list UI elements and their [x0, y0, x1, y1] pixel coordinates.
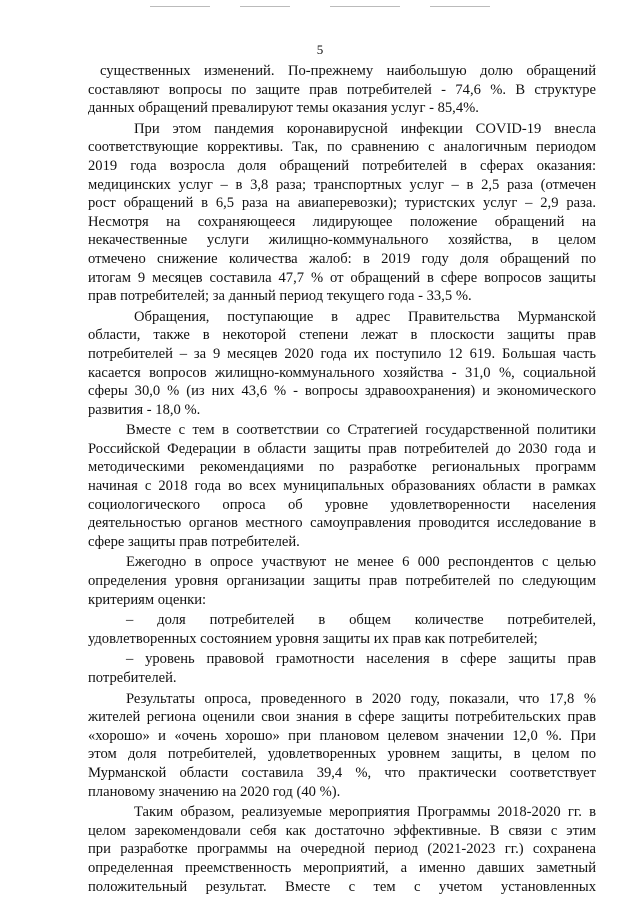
- text-line: данных обращений превалируют темы оказания услуг - 85,4%.: [88, 100, 479, 117]
- paragraph: [88, 803, 596, 896]
- text-line: сфере защиты прав потребителей.: [88, 533, 300, 550]
- text-line: Вместе с тем в соответствии со Стратегией государственной политики: [126, 422, 596, 439]
- paragraph: [88, 421, 596, 551]
- paragraph: [88, 650, 596, 687]
- text-line: плановому значению на 2020 год (40 %).: [88, 783, 341, 800]
- text-line: Несмотря на сохраняющееся лидирующее положение обращений на: [88, 213, 596, 230]
- paragraph: [88, 690, 596, 802]
- text-line: – доля потребителей в общем количестве потребителей,: [126, 612, 596, 629]
- text-line: соответствующие коррективы. Так, по сравнению с аналогичным периодом: [88, 139, 596, 156]
- text-line: деятельностью органов местного самоуправления проводится исследование в: [88, 515, 596, 532]
- text-line: удовлетворенных состоянием уровня защиты их прав как потребителей;: [88, 630, 538, 647]
- text-line: составляют вопросы по защите прав потребителей - 74,6 %. В структуре: [88, 81, 596, 98]
- text-line: области, также в некоторой степени лежат в плоскости защиты прав: [88, 327, 596, 344]
- text-line: сферы 30,0 % (из них 43,6 % - вопросы здравоохранения) и экономического: [88, 383, 596, 400]
- text-line: жителей региона оценили свои знания в сфере защиты потребительских прав: [88, 709, 596, 726]
- text-line: существенных изменений. По-прежнему наибольшую долю обращений: [100, 63, 596, 79]
- text-line: при разработке программы на очередной период (2021-2023 гг.) сохранена: [88, 841, 596, 858]
- text-line: потребителей.: [88, 670, 177, 686]
- text-line: определенная преемственность мероприятий, а именно давших заметный: [88, 859, 596, 876]
- text-line: социологического опроса об уровне удовлетворенности населения: [88, 496, 596, 513]
- text-line: развития - 18,0 %.: [88, 401, 201, 418]
- text-line: начиная с 2018 года во всех муниципальных образованиях области в рамках: [88, 478, 596, 495]
- text-line: отмечено снижение количества жалоб: в 2019 году доля обращений по: [88, 250, 596, 267]
- text-line: Российской Федерации в области защиты прав потребителей до 2030 года и: [88, 440, 596, 457]
- text-line: этом доля потребителей, удовлетворенных уровнем защиты, в целом по: [88, 746, 596, 763]
- text-line: целом зарекомендовали себя как достаточно эффективные. В связи с этим: [88, 822, 596, 839]
- text-line: «хорошо» и «очень хорошо» при плановом целевом значении 12,0 %. При: [88, 727, 596, 744]
- text-line: итогам 9 месяцев составила 47,7 % от обращений в сфере вопросов защиты: [88, 269, 596, 286]
- page-top-edge: [0, 0, 640, 14]
- text-line: прав потребителей; за данный период текущего года - 33,5 %.: [88, 288, 472, 305]
- text-line: – уровень правовой грамотности населения в сфере защиты прав: [126, 651, 596, 668]
- paragraph: [88, 553, 596, 609]
- text-line: положительный результат. Вместе с тем с учетом установленных: [88, 878, 596, 895]
- text-line: Ежегодно в опросе участвуют не менее 6 000 респондентов с целью: [126, 554, 596, 571]
- paragraph: [88, 308, 596, 420]
- text-line: потребителей – за 9 месяцев 2020 года их поступило 12 619. Большая часть: [88, 345, 596, 362]
- text-line: медицинских услуг – в 3,8 раза; транспортных услуг – в 2,5 раза (отмечен: [88, 176, 596, 193]
- text-line: Мурманской области составила 39,4 %, что практически соответствует: [88, 764, 596, 781]
- text-line: методическими рекомендациями по разработке региональных программ: [88, 459, 596, 476]
- text-line: определения уровня организации защиты прав потребителей по следующим: [88, 573, 596, 590]
- text-line: рост обращений в 6,5 раза на авиаперевозки); туристских услуг – 2,9 раза.: [88, 195, 596, 212]
- text-line: При этом пандемия коронавирусной инфекции COVID-19 внесла: [134, 120, 596, 137]
- text-line: критериям оценки:: [88, 591, 207, 608]
- text-line: касается вопросов жилищно-коммунального хозяйства - 31,0 %, социальной: [88, 364, 596, 381]
- text-line: Таким образом, реализуемые мероприятия Программы 2018-2020 гг. в: [134, 804, 596, 821]
- paragraph: [88, 611, 596, 648]
- page-number: 5: [316, 42, 324, 57]
- text-line: 2019 года возросла доля обращений потребителей в сферах оказания:: [88, 157, 596, 174]
- paragraph: [88, 62, 596, 118]
- paragraph: [88, 120, 596, 306]
- text-line: некачественные услуги жилищно-коммунального хозяйства, в целом: [88, 232, 596, 249]
- text-line: Результаты опроса, проведенного в 2020 году, показали, что 17,8 %: [126, 690, 596, 707]
- text-line: Обращения, поступающие в адрес Правительства Мурманской: [134, 308, 596, 325]
- document-body: [88, 62, 596, 898]
